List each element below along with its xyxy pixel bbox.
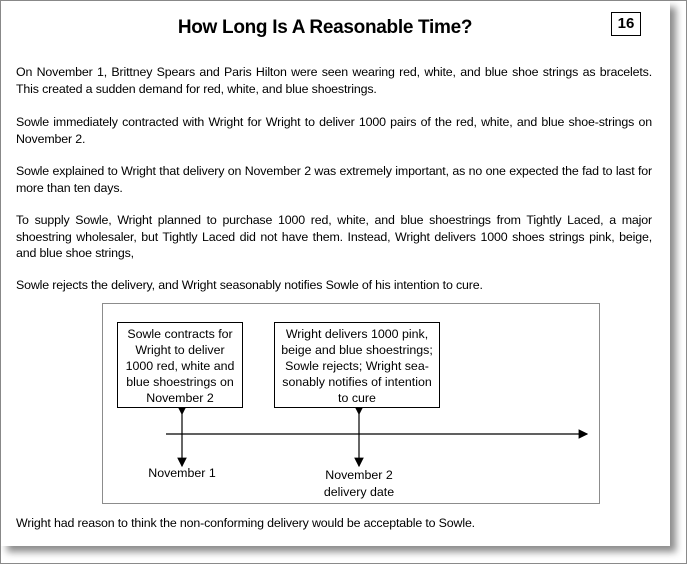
event-2-line: to cure — [338, 391, 376, 405]
page-number: 16 — [611, 12, 641, 36]
event-2-date-line: delivery date — [323, 485, 395, 499]
event-1-line: 1000 red, white and — [125, 359, 235, 373]
event-1-line: November 2 — [146, 391, 214, 405]
paragraph-1: On November 1, Brittney Spears and Paris Hilton were seen wearing red, white, and blue shoe strings as bracelets. This created a sudden demand for red, white, and blue shoestrings. — [16, 65, 652, 96]
event-1-date — [132, 465, 232, 482]
event-2-line: Wright delivers 1000 pink, — [285, 327, 429, 341]
paragraph-4: To supply Sowle, Wright planned to purchase 1000 red, white, and blue shoestrings from Tightly Laced, a major shoestring wholesaler, but Tightly Laced did not have them. Instead, Wright delivers 1000 shoes strings pink, beige, and blue shoe strings, — [16, 213, 652, 260]
event-1-date-line: November 1 — [148, 466, 216, 480]
paragraph-3: Sowle explained to Wright that delivery on November 2 was extremely important, as no one expected the fad to last for more than ten days. — [16, 164, 652, 195]
event-2-date — [309, 467, 409, 501]
slide — [1, 1, 670, 546]
event-1-line: blue shoestrings on — [126, 375, 234, 389]
event-2-line: Sowle rejects; Wright sea- — [285, 359, 429, 373]
event-1-line: Sowle contracts for — [127, 327, 233, 341]
event-2-line: sonably notifies of intention — [282, 375, 432, 389]
event-1-line: Wright to deliver — [135, 343, 225, 357]
closing-statement: Wright had reason to think the non-conforming delivery would be acceptable to Sowle. — [16, 516, 475, 530]
event-2-line: beige and blue shoestrings; — [281, 343, 433, 357]
event-2-box — [274, 322, 440, 408]
event-1-box — [117, 322, 243, 408]
paragraph-5: Sowle rejects the delivery, and Wright seasonably notifies Sowle of his intention to cure. — [16, 278, 483, 292]
slide-title: How Long Is A Reasonable Time? — [177, 17, 473, 38]
event-2-date-line: November 2 — [325, 468, 393, 482]
timeline-diagram — [102, 303, 600, 504]
paragraph-2: Sowle immediately contracted with Wright for Wright to deliver 1000 pairs of the red, white, and blue shoe-strings on November 2. — [16, 115, 652, 146]
